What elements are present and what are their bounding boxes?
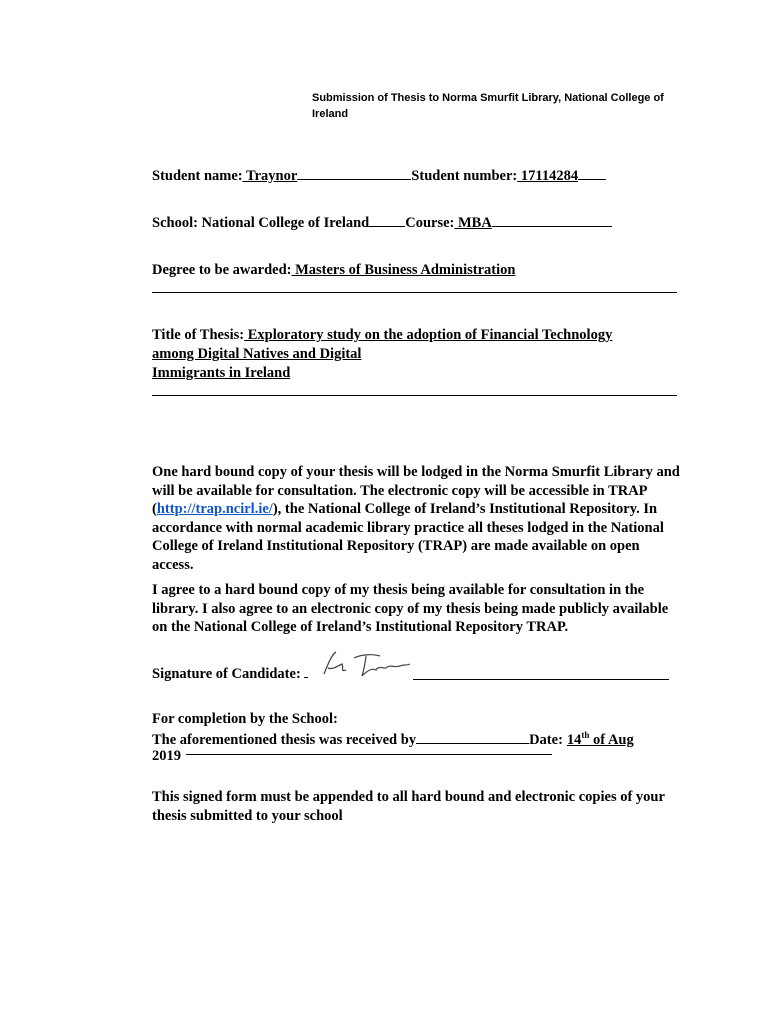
date-sup: th bbox=[581, 730, 590, 740]
date-value bbox=[567, 732, 634, 748]
signature-image bbox=[318, 646, 413, 684]
student-number-label: Student number: bbox=[411, 168, 518, 184]
student-name-value: Traynor bbox=[242, 168, 298, 184]
student-number-value: 17114284 bbox=[517, 168, 579, 184]
school-label: School: National College of Ireland bbox=[152, 215, 370, 231]
signature-label: Signature of Candidate: bbox=[152, 666, 301, 682]
degree-rule bbox=[152, 292, 677, 293]
thesis-title bbox=[152, 326, 612, 383]
date-label: Date: bbox=[529, 731, 563, 748]
signature-blank-start bbox=[304, 665, 308, 678]
title-line-1: Exploratory study on the adoption of Financial Technology bbox=[244, 327, 613, 343]
student-name-blank bbox=[297, 167, 411, 180]
closing-paragraph: This signed form must be appended to all hard bound and electronic copies of your thesis submitted to your school bbox=[152, 789, 665, 824]
course-value: MBA bbox=[454, 215, 492, 231]
student-row bbox=[152, 167, 606, 185]
trap-link[interactable]: http://trap.ncirl.ie/ bbox=[156, 501, 273, 517]
signature-row bbox=[152, 665, 308, 683]
title-label: Title of Thesis: bbox=[152, 327, 245, 343]
received-label: The aforementioned thesis was received by bbox=[152, 731, 417, 748]
school-blank bbox=[369, 214, 405, 227]
agreement-paragraph: I agree to a hard bound copy of my thesis being available for consultation in the library. I also agree to an electronic copy of my thesis being made publicly available on the National College of Ireland’s Institutional Repository TRAP. bbox=[152, 582, 669, 635]
degree-row bbox=[152, 262, 515, 279]
school-row bbox=[152, 214, 612, 232]
completion-label: For completion by the School: bbox=[152, 711, 338, 727]
student-number-blank bbox=[578, 167, 606, 180]
degree-label: Degree to be awarded: bbox=[152, 262, 292, 278]
received-blank bbox=[416, 731, 529, 744]
year-line bbox=[186, 754, 552, 755]
course-label: Course: bbox=[405, 215, 455, 231]
degree-value: Masters of Business Administration bbox=[291, 262, 516, 278]
title-line-3: Immigrants in Ireland bbox=[152, 365, 291, 381]
document-header: Submission of Thesis to Norma Smurfit Library, National College of Ireland bbox=[312, 92, 664, 120]
date-rest: of Aug bbox=[589, 731, 634, 748]
signature-line bbox=[413, 679, 669, 680]
para1-text-a: One hard bound copy of your thesis will be lodged in the Norma Smurfit Library and will be available for consultation. The electronic copy will be accessible in TRAP ( bbox=[152, 464, 680, 517]
course-blank bbox=[492, 214, 612, 227]
title-line-2: among Digital Natives and Digital bbox=[152, 346, 362, 362]
student-name-label: Student name: bbox=[152, 168, 243, 184]
title-rule bbox=[152, 395, 677, 396]
hardbound-paragraph bbox=[152, 463, 682, 574]
school-completion bbox=[152, 711, 634, 764]
date-day: 14 bbox=[566, 731, 582, 748]
year-value: 2019 bbox=[152, 747, 181, 764]
para1-text-b: ), the National College of Ireland’s Institutional Repository. In accordance with normal academic library practice all theses lodged in the National College of Ireland Institutional Repository (TRAP) are made available on open access. bbox=[152, 501, 664, 573]
